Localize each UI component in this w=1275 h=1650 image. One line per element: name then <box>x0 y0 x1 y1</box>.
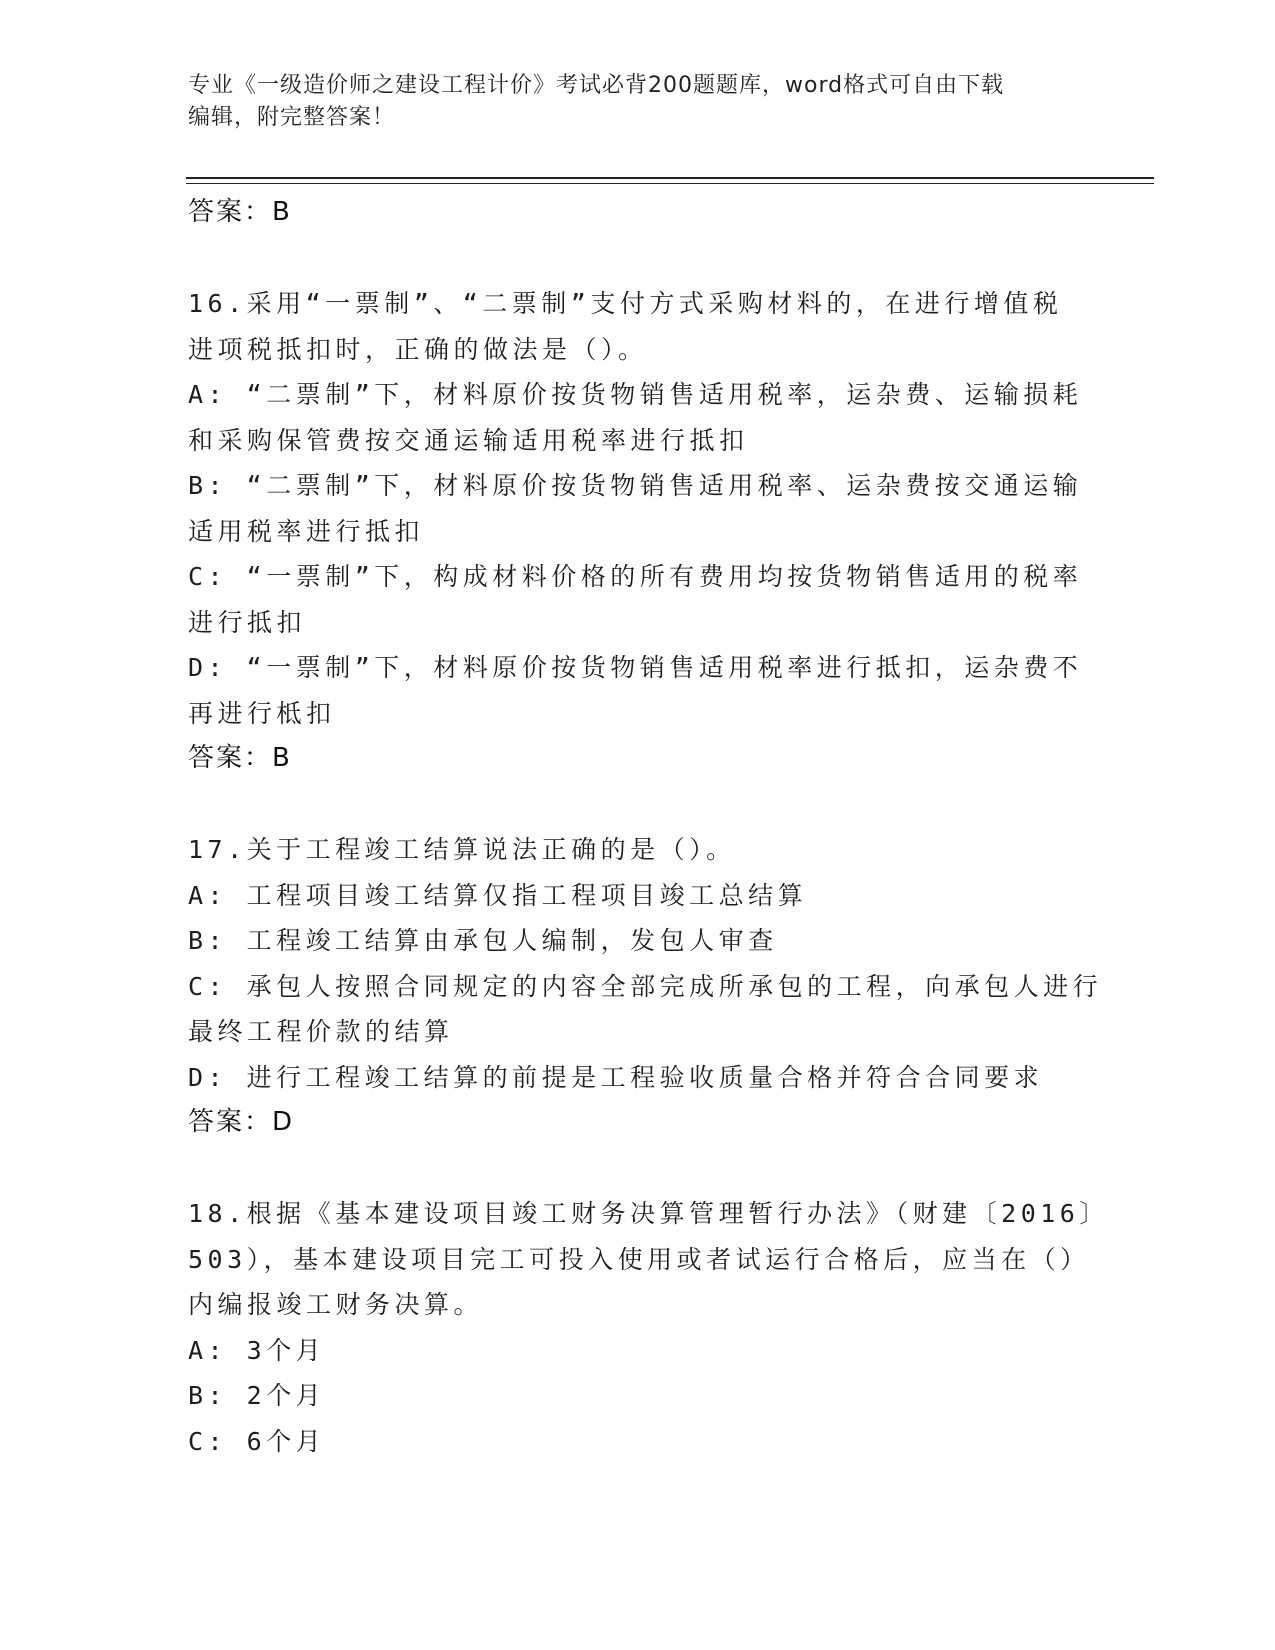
text-line: 和采购保管费按交通运输适用税率进行抵扣 <box>188 425 749 455</box>
text-line: D: “一票制”下，材料原价按货物销售适用税率进行抵扣，运杂费不 <box>188 653 1083 682</box>
answer-line: 答案：B <box>188 743 292 773</box>
text-line: A: “二票制”下，材料原价按货物销售适用税率，运杂费、运输损耗 <box>188 380 1083 409</box>
text-line: A: 工程项目竣工结算仅指工程项目竣工总结算 <box>188 880 808 910</box>
text-line: D: 进行工程竣工结算的前提是工程验收质量合格并符合合同要求 <box>188 1062 1044 1092</box>
paragraph-gap <box>188 236 1088 282</box>
text-line: B: 工程竣工结算由承包人编制，发包人审查 <box>188 926 778 955</box>
text-line: 适用税率进行抵扣 <box>188 516 425 546</box>
text-line: 16.采用“一票制”、“二票制”支付方式采购材料的，在进行增值税 <box>188 289 1063 318</box>
answer-line: 答案：B <box>188 197 292 227</box>
text-line: B: “二票制”下，材料原价按货物销售适用税率、运杂费按交通运输 <box>188 471 1083 500</box>
text-line: C: 6个月 <box>188 1426 326 1456</box>
header-divider-thick <box>186 177 1154 179</box>
text-line: C: 承包人按照合同规定的内容全部完成所承包的工程，向承包人进行 <box>188 971 1103 1001</box>
text-line: 18.根据《基本建设项目竣工财务决算管理暂行办法》（财建〔2016〕 <box>188 1199 1109 1228</box>
header-line-1: 专业《一级造价师之建设工程计价》考试必背200题题库，word格式可自由下载 <box>188 73 1005 98</box>
text-line: 进行抵扣 <box>188 607 307 637</box>
answer-line: 答案：D <box>188 1107 295 1137</box>
header-line-2: 编辑，附完整答案！ <box>188 105 396 130</box>
paragraph-gap <box>188 782 1088 828</box>
text-line: 17.关于工程竣工结算说法正确的是（）。 <box>188 835 736 864</box>
text-line: A: 3个月 <box>188 1335 326 1365</box>
text-line: 进项税抵扣时，正确的做法是（）。 <box>188 334 648 364</box>
text-line: B: 2个月 <box>188 1381 326 1410</box>
text-line: 内编报竣工财务决算。 <box>188 1290 484 1319</box>
text-line: 最终工程价款的结算 <box>188 1017 454 1046</box>
text-line: 再进行柢扣 <box>188 698 336 728</box>
header-divider-thin <box>186 183 1154 184</box>
text-line: C: “一票制”下，构成材料价格的所有费用均按货物销售适用的税率 <box>188 562 1083 591</box>
document-body <box>188 190 1109 1464</box>
text-line: 503），基本建设项目完工可投入使用或者试运行合格后，应当在（） <box>188 1244 1090 1274</box>
paragraph-gap <box>188 1146 1088 1192</box>
document-header <box>188 70 1068 134</box>
